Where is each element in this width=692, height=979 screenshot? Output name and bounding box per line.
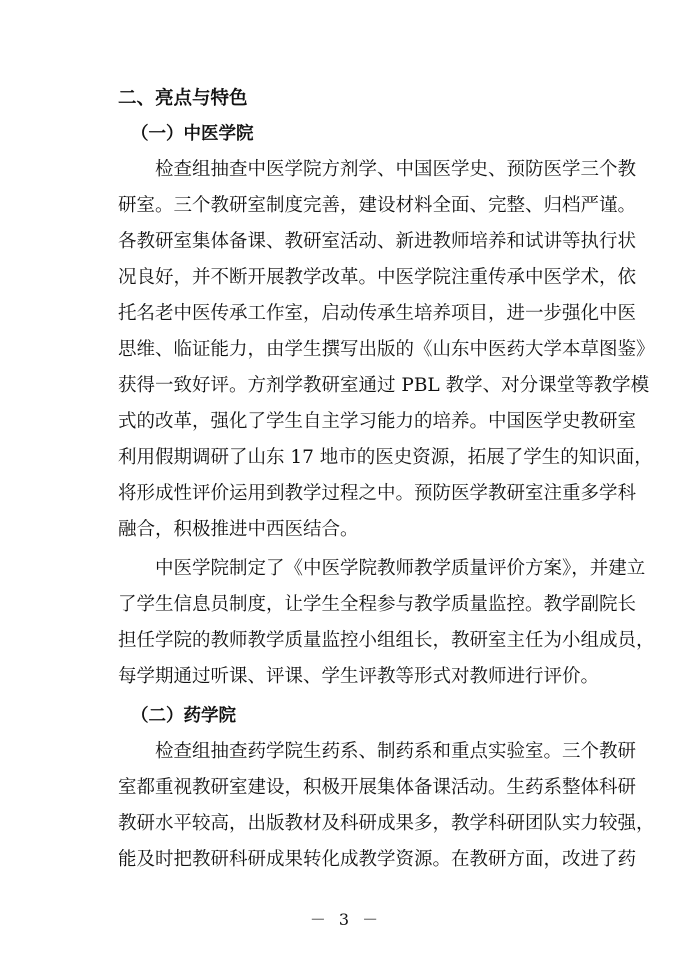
text-line: 检查组抽查药学院生药系、制药系和重点实验室。三个教研 [155,741,637,762]
text-line: 室都重视教研室建设，积极开展集体备课活动。生药系整体科研 [118,777,637,798]
page-content [118,88,655,888]
text-line: 式的改革，强化了学生自主学习能力的培养。中国医学史教研室 [118,411,637,432]
text-line: 能及时把教研科研成果转化成教学资源。在教研方面，改进了药 [118,849,637,870]
page-number: － 3 － [309,910,383,929]
text-line: 托名老中医传承工作室，启动传承生培养项目，进一步强化中医 [118,303,637,324]
text-line: 教研水平较高，出版教材及科研成果多，教学科研团队实力较强， [118,813,655,834]
text-line: 利用假期调研了山东 17 地市的医史资源，拓展了学生的知识面， [118,447,653,468]
text-line: 每学期通过听课、评课、学生评教等形式对教师进行评价。 [118,666,600,687]
paragraph-tcm-inspection [118,159,655,541]
text-line: 将形成性评价运用到教学过程之中。预防医学教研室注重多学科 [118,483,637,504]
paragraph-pharmacy-inspection [118,741,655,871]
text-line: 获得一致好评。方剂学教研室通过 PBL 教学、对分课堂等教学模 [118,375,650,396]
text-line: 担任学院的教师教学质量监控小组组长，教研室主任为小组成员， [118,630,655,651]
text-line: 各教研室集体备课、教研室活动、新进教师培养和试讲等执行状 [118,231,637,252]
text-line: 融合，积极推进中西医结合。 [118,519,359,540]
subsection-heading-tcm: （一）中医学院 [131,124,254,144]
text-line: 思维、临证能力，由学生撰写出版的《山东中医药大学本草图鉴》 [118,339,655,360]
subsection-heading-pharmacy: （二）药学院 [131,706,236,726]
text-line: 况良好，并不断开展教学改革。中医学院注重传承中医学术，依 [118,267,637,288]
text-line: 了学生信息员制度，让学生全程参与教学质量监控。教学副院长 [118,594,637,615]
text-line: 中医学院制定了《中医学院教师教学质量评价方案》，并建立 [155,558,646,579]
text-line: 研室。三个教研室制度完善，建设材料全面、完整、归档严谨。 [118,195,637,216]
text-line: 检查组抽查中医学院方剂学、中国医学史、预防医学三个教 [155,159,637,180]
paragraph-tcm-evaluation [118,558,655,688]
section-heading: 二、亮点与特色 [118,88,248,109]
